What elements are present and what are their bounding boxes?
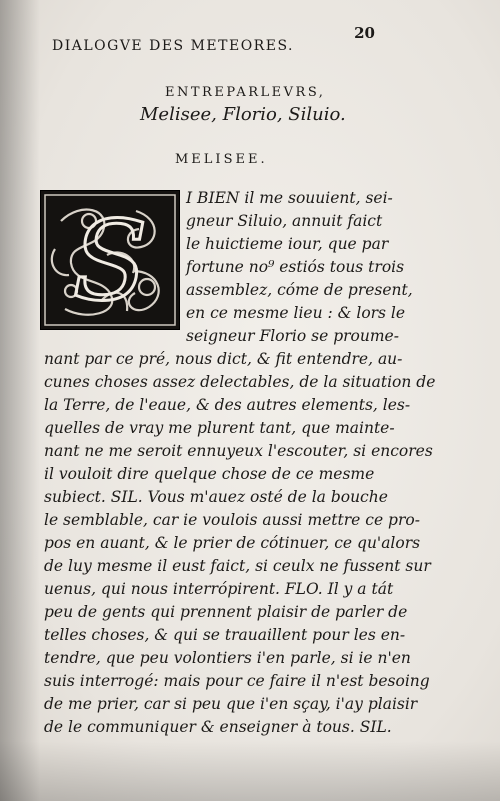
text-line: suis interrogé: mais pour ce faire il n'est besoing [44,672,430,690]
text-line: cunes choses assez delectables, de la situation de [44,373,436,391]
running-title: DIALOGVE DES METEORES. [52,38,294,54]
text-line: gneur Siluio, annuit faict [186,212,383,230]
text-line: de me prier, car si peu que i'en sçay, i'ay plaisir [44,695,418,713]
text-line: telles choses, & qui se trauaillent pour les en- [44,626,406,644]
text-line: tendre, que peu volontiers i'en parle, si ie n'en [44,649,411,667]
svg-text:S: S [72,197,148,325]
subtitle: ENTREPARLEVRS, [165,85,326,100]
text-line: le semblable, car ie voulois aussi mettre ce pro- [44,511,420,529]
text-line: nant ne me seroit ennuyeux l'escouter, si encores [44,442,433,460]
text-line: assemblez, cóme de present, [186,281,413,299]
text-line: seigneur Florio se proume- [186,327,399,345]
text-line: subiect. SIL. Vous m'auez osté de la bouche [44,488,388,506]
text-line: la Terre, de l'eaue, & des autres elements, les- [44,396,411,414]
text-line: quelles de vray me plurent tant, que mainte- [44,419,395,437]
text-line: nant par ce pré, nous dict, & fit entendre, au- [44,350,403,368]
text-line: fortune no⁹ estiós tous trois [186,258,405,276]
gutter-shadow [0,0,40,801]
text-line: I BIEN il me souuient, sei- [186,189,393,207]
ornamental-letter-s-icon [40,190,180,330]
text-line: uenus, qui nous interrópirent. FLO. Il y a tát [44,580,394,598]
text-line: pos en auant, & le prier de cótinuer, ce qu'alors [44,534,421,552]
text-line: peu de gents qui prennent plaisir de parler de [44,603,408,621]
text-line: le huictieme iour, que par [186,235,389,253]
characters-list: Melisee, Florio, Siluio. [140,104,346,125]
text-line: en ce mesme lieu : & lors le [186,304,406,322]
text-line: il vouloit dire quelque chose de ce mesme [44,465,375,483]
bottom-shadow [0,741,500,801]
page-number: 20 [354,24,375,42]
speaker-heading: MELISEE. [175,152,268,167]
text-line: de luy mesme il eust faict, si ceulx ne fussent sur [44,557,431,575]
text-line: de le communiquer & enseigner à tous. SIL. [44,718,392,736]
